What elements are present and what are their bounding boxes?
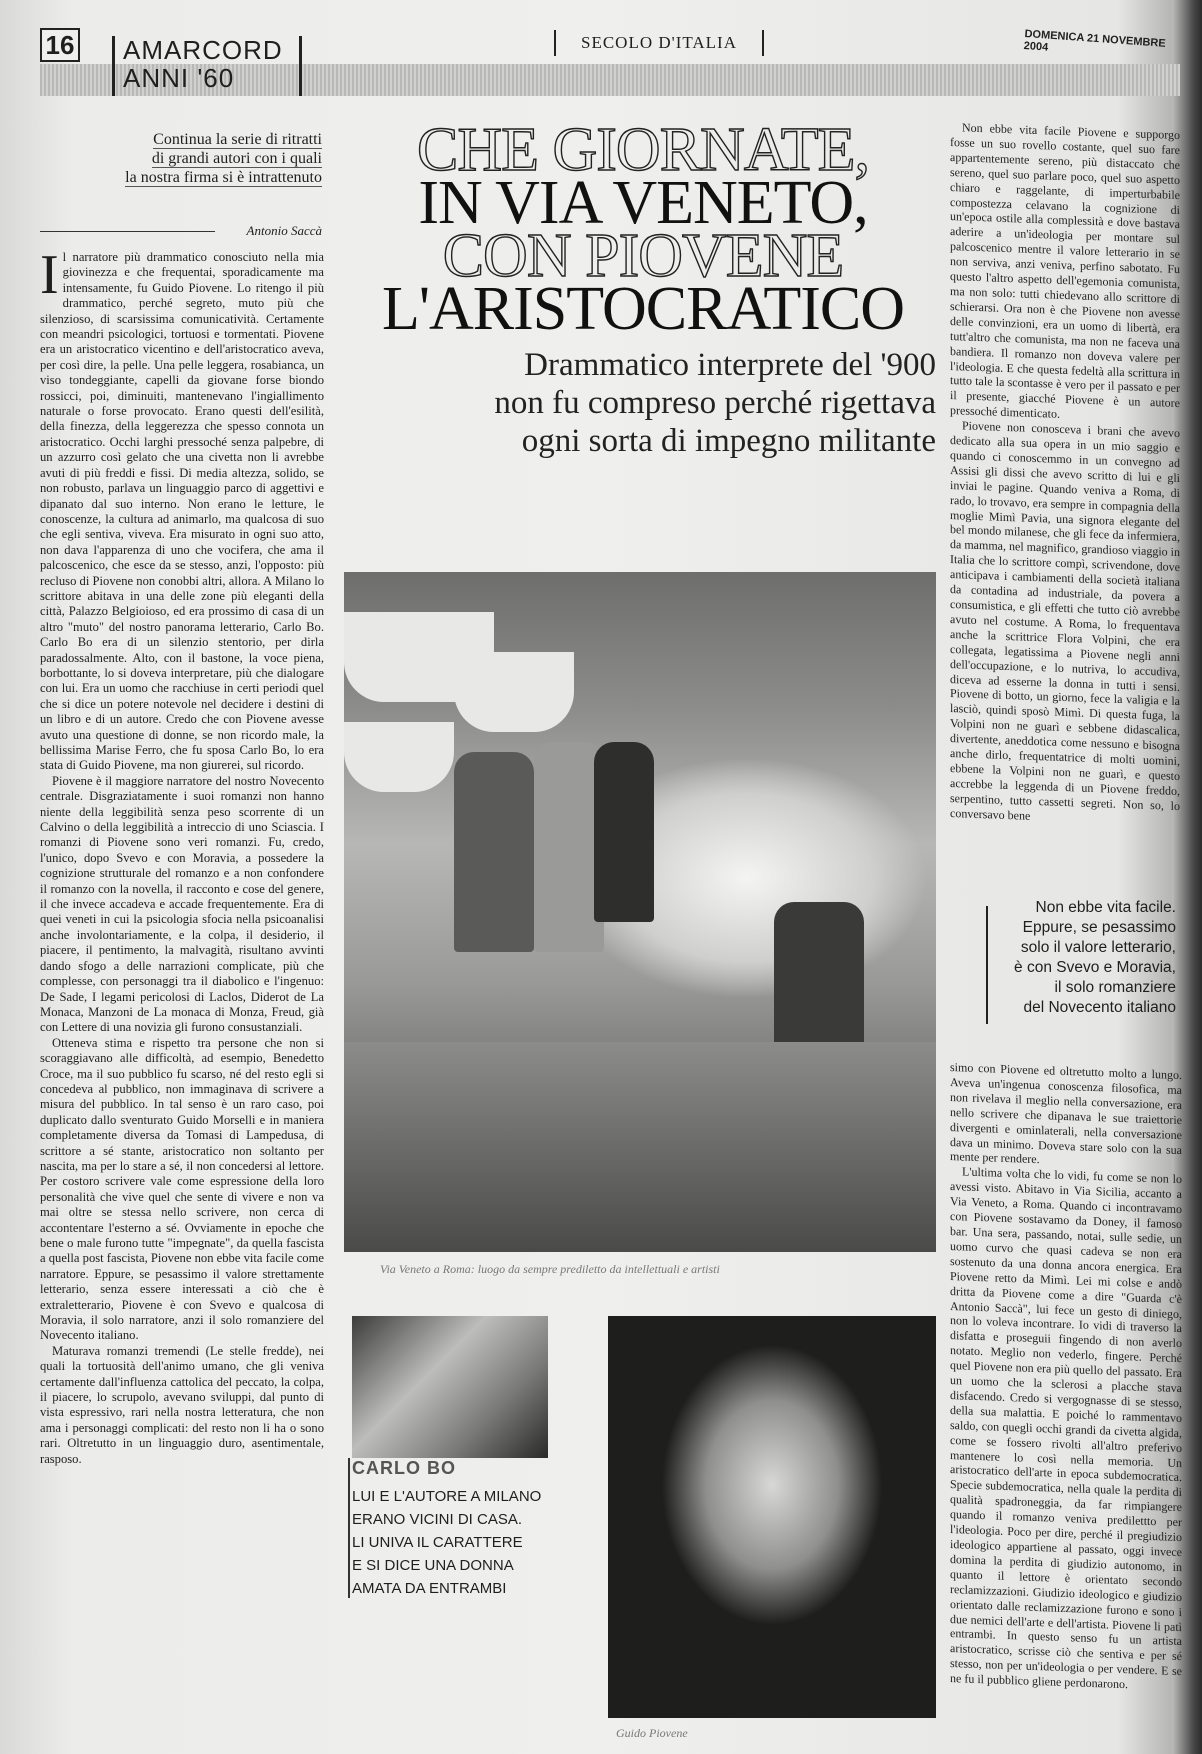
subhead-line3: ogni sorta di impegno militante [521, 423, 936, 459]
cafe-awning [454, 652, 574, 732]
carlo-bo-line1: LUI E L'AUTORE A MILANO [352, 1488, 542, 1505]
carlo-bo-text [352, 1485, 556, 1600]
body-text: l narratore più drammatico conosciuto nella mia giovinezza e che frequentai, sporadicamente ma intensamente, fu Guido Piovene. Lo ritengo il più drammatico, perché segreto, muto più che silenzioso, di scarsissima comunicatività. Certamente con meandri psicologici, tortuosi e tormentati. Piovene era un aristocratico vicentino e dell'aristocratico aveva, per così dire, la pelle. Una pelle leggera, rosabianca, un viso tondeggiante, capelli da giovane forse biondo rossicci, poi, diminuiti, mantenevano l'ingiallimento naturale o forse provocato. Erano questi dell'esilità, della finezza, della leggerezza che spesso connota un aristocratico. Occhi larghi pressoché senza palpebre, di un azzurro così gelato che una civetta non li avrebbe avuti di più freddi e fissi. Di media altezza, solido, se non robusto, parlava un linguaggio parco di aggettivi e dipanato dal suo interno. Non erano le letture, le conoscenze, la cultura ad animarlo, ma qualcosa di suo che egli sentiva, viveva. Era misurato in ogni suo atto, non dava l'apparenza di uno che vocifera, che ama il palcoscenico, che esce da se stesso, anzi, l'opposto: più recluso di Piovene non conobbi altri, allora. A Milano lo scrittore abitava in una delle zone più eleganti della città, Palazzo Belgioioso, ed era prossimo di casa di un altro "muto" del nostro panorama letterario, Carlo Bo. Carlo Bo era di un silenzio stentorio, per dirla paradossalmente. Alto, con il bastone, la voce piena, borbottante, lo si doveva interpretare, più che dialogare con lui. Era un uomo che racchiuse in certi periodi quel che si dice un potere notevole nel decidere i destini di un libro e di un autore. Credo che con Piovene avesse avuto una questione di donne, se non ricordo male, la bellissima Marise Ferro, che fu sposa Carlo Bo, lo era stata di Guido Piovene, ma non giurerei, sul ricordo. [40, 250, 324, 773]
page-header [40, 26, 1180, 100]
caption-rule [348, 1458, 350, 1598]
body-paragraph: Non ebbe vita facile Piovene e supporgo fosse un suo rovello costante, quel suo fare appartentemente sereno, più distaccato che sereno, quel suo parlare poco, quel suo aspetto chiaro e raggelante, di imperturbabile compostezza celavano la cognizione di un'epoca ostile alla complessità e dove bastava aderire a un'ideologia per montare sul palcoscenico mentre il valore letterario in se non serviva, anzi veniva, perfino sabotato. Fu questo l'altro aspetto dell'egemonia comunista, ma non solo: tutti chiedevano allo scrittore di schierarsi. Ora non è che Piovene non avesse delle convinzioni, era un uomo di libertà, era tutt'altro che comunista, ma non ne faceva una bandiera. Il romanzo non doveva valere per l'ideologia. E che questa fedeltà alla scrittura in tutto tale la scontasse è vero per il passato e per il presente, giacché Piovene è un autore pressoché dimenticato. [950, 120, 1180, 422]
body-paragraph: Piovene non conosceva i brani che avevo dedicato alla sua opera in un mio saggio e quando ci conoscemmo in un convegno ad Assisi gli dissi che avevo scritto di lui e gli inviai le pagine. Quando veniva a Roma, di rado, lo trovavo, era sempre in compagnia della moglie Mimì Pavia, una signora elegante del bel mondo milanese, che gli fece da infermiera, da mamma, nel magnifico, grandioso viaggio in Italia che lo scrittore compì, scrivendone, dove anticipava i cambiamenti della società italiana da contadina ad industriale, da povera a consumistica, e gli effetti che tutto ciò avrebbe avuto nel costume. A Roma, lo frequentava anche la scrittrice Flora Volpini, che era collegata, legatissima a Piovene negli anni dell'occupazione, e lo nutriva, lo accudiva, diceva ad esserne la donna in tutti i sensi. Piovene di botto, un giorno, fece la valigia e la lasciò, quindi sposò Mimì. Di questa fuga, la Volpini non ne guarì e sebbene didascalica, divertente, aneddotica come nessuno e bisogna anche dirlo, frequentatrice di molti uomini, ebbene la Volpini non ne guarì, e questo accrebbe la leggenda di un Piovene freddo, serpentino, tutto cassetti segreti. Non so, lo conversavo bene [950, 418, 1180, 823]
pull-quote-line5: il solo romanziere [1054, 979, 1176, 996]
subhead-line2: non fu compreso perché rigettava [494, 385, 936, 421]
pull-quote-line3: solo il valore letterario, [1020, 939, 1176, 956]
carlo-bo-line5: AMATA DA ENTRAMBI [352, 1580, 507, 1597]
drop-cap: I [40, 250, 59, 306]
seated-figure [774, 902, 864, 1062]
body-paragraph: Piovene è il maggiore narratore del nostro Novecento centrale. Disgraziatamente i suoi romanzi non hanno niente della leggibilità senza peso scorrente di un Calvino o della leggibilità a intreccio di uno Sciascia. I romanzi di Piovene sono veri romanzi. Fu, credo, l'unico, dopo Svevo e con Moravia, a possedere la cognizione strutturale del romanzo e a non confondere il romanzo con la novella, il racconto e cose del genere, il che invece accadeva e accade frequentemente. Era di quei veneti in cui la psicologia sfocia nella psicoanalisi anche involontariamente, e la colpa, il desiderio, il piacere, il pentimento, la malvagità, risultano avvinti dando sfogo a delle narrazioni complicate, più che complesse, con personaggi tra il diabolico e l'ingenuo: De Sade, I legami pericolosi di Laclos, Diderot de La Monaca, Manzoni de La monaca di Monza, Freud, già con Lettere di una novizia gli furono consustanziali. [40, 773, 324, 1035]
body-paragraph: Maturava romanzi tremendi (Le stelle fredde), nei quali la tortuosità dell'animo umano, che gli veniva certamente dall'influenza cattolica del peccato, la colpa, il piacere, lo scrupolo, avevano sviluppi, dal punto di vista espressivo, rari nella nostra letteratura, che non ama i personaggi complicati: del resto non li ha o sono rari. Oltretutto in un linguaggio duro, asentimentale, rasposo. [40, 1343, 324, 1466]
piovene-caption: Guido Piovene [616, 1726, 688, 1740]
body-paragraph [40, 250, 324, 774]
guido-piovene-photo [608, 1316, 936, 1718]
headline-line2: IN VIA VENETO, [418, 169, 868, 237]
subhead-line1: Drammatico interprete del '900 [524, 347, 936, 383]
byline [40, 223, 322, 239]
via-veneto-photo [344, 572, 936, 1252]
issue-date: DOMENICA 21 NOVEMBRE 2004 [1023, 28, 1167, 54]
carlo-bo-photo [352, 1316, 548, 1458]
photo-caption: Via Veneto a Roma: luogo da sempre prediletto da intellettuali e artisti [380, 1262, 720, 1276]
body-column-right-top [950, 120, 1180, 908]
pull-quote-line1: Non ebbe vita facile. [1035, 899, 1176, 916]
pull-quote-line6: del Novecento italiano [1023, 999, 1176, 1016]
carlo-bo-line4: E SI DICE UNA DONNA [352, 1557, 514, 1574]
pedestrian-figure [454, 752, 534, 952]
carlo-bo-name: CARLO BO [352, 1458, 456, 1478]
carlo-bo-line2: ERANO VICINI DI CASA. [352, 1511, 523, 1528]
intro-strapline [40, 130, 322, 187]
intro-line2: di grandi autori con i quali [151, 150, 322, 167]
headline-line1: CHE GIORNATE, [417, 116, 869, 184]
section-label-line2: ANNI '60 [123, 63, 235, 93]
body-column-right-bottom [950, 1060, 1182, 1738]
body-paragraph: Otteneva stima e rispetto tra persone che non si scoraggiavano alle difficoltà, ad esempio, Benedetto Croce, ma il suo pubblico fu scarso, né del resto egli si concedeva al pubblico, non immaginava di scrivere a misura del pubblico. In tal senso è un raro caso, poi duplicato dallo sventurato Guido Morselli e in maniera completamente diversa da Tomasi di Lampedusa, di scrittore a sé stante, aristocratico non soltanto per nascita, ma per lo stare a sé, il non concedersi al lettore. Per costoro scrivere vale come espressione della loro personalità che vive quel che sente di vivere e non va mai oltre se stessa nello scrivere, non cerca di accontentare l'esterno a sé. Ovviamente in epoche che bene o male furono tutte "impegnate", da quella fascista a quella post fascista, Piovene non ebbe vita facile come narratore. Eppure, se pesassimo il valore strettamente letterario, senza essere interessati a ciò che è extraletterario, Piovene è con Svevo e qualcosa di Moravia, il solo narratore, anzi il solo romanziere del Novecento italiano. [40, 1035, 324, 1343]
intro-line3: la nostra firma si è intrattenuto [125, 169, 322, 186]
pedestrian-figure [594, 742, 654, 922]
body-paragraph: L'ultima volta che lo vidi, fu come se non lo avessi visto. Abitavo in Via Sicilia, accanto a Via Veneto, a Roma. Quando ci incontravamo con Piovene sostavamo da Doney, il famoso bar. Una sera, passando, notai, sulle sedie, un uomo curvo che quasi cadeva se non era sostenuto da una donna ancora energica. Era Piovene retto da Mimì. Lei mi colse e andò dritta da Piovene come a dire "Guarda c'è Antonio Saccà", lui fece un gesto di diniego, non lo voleva incontrare. Io vidi di traverso la disfatta e proseguii fingendo di non averlo notato. Meglio non vederlo, fingere. Perché quel Piovene non era più quello del passato. Era un uomo che la sclerosi a placche stava disfacendo. Credo si vergognasse di se stesso, della sua malattia. E poiché lo rammentavo saldo, con quegli occhi grandi da civetta algida, come se fossero rivolti all'altro preferivo mantenere lo così nella memoria. Un aristocratico dell'arte in epoca subdemocratica. Specie subdemocratica, nella quale la perdita di qualità spadroneggia, da far rimpiangere quando il romanzo veniva predilettto per l'ideologia. Poco per dire, perché il pregiudizio ideologico appartiene al passato, oggi invece domina la perdita di giudizio autonomo, in quanto il lettore è orientato secondo reclamizzazioni. Giudizio ideologico e giudizio orientato dalle reclamizzazione furono e sono i due nemici dell'arte e dell'artista. Piovene li patì entrambi. In questo senso fu un artista aristocratico, scrisse ciò che sentiva e per sé stesso, non per un'ideologia o per vendere. E se ne fu il pubblico gliene perdonarono. [950, 1164, 1182, 1692]
sidewalk [344, 1042, 936, 1252]
headline-line4: L'ARISTOCRATICO [381, 275, 905, 343]
masthead: SECOLO D'ITALIA [554, 30, 764, 56]
pull-quote-line4: è con Svevo e Moravia, [1014, 959, 1176, 976]
body-paragraph: simo con Piovene ed oltretutto molto a lungo. Aveva un'ingenua conoscenza filosofica, ma non rivelava il meglio nella conversazione, era nello scrivere che dipanava le sue traiettorie divergenti e ominlaterali, nella conversazione dava un minimo. Doveva stare solo con la sua mente per rendere. [950, 1060, 1182, 1167]
page-number: 16 [40, 28, 80, 62]
body-column-left [40, 250, 324, 1740]
section-label-line1: AMARCORD [123, 35, 283, 65]
pull-quote-rule [986, 906, 988, 1024]
author-name: Antonio Saccà [246, 223, 322, 238]
pull-quote-line2: Eppure, se pesassimo [1022, 919, 1176, 936]
carlo-bo-caption-box [352, 1458, 556, 1618]
section-label [112, 36, 302, 96]
cafe-awning [344, 722, 454, 792]
pull-quote [1000, 898, 1176, 1018]
carlo-bo-line3: LI UNIVA IL CARATTERE [352, 1534, 523, 1551]
headline-line3: CON PIOVENE [442, 222, 844, 290]
subheadline [350, 346, 936, 460]
intro-line1: Continua la serie di ritratti [153, 131, 322, 148]
headline [345, 116, 941, 343]
